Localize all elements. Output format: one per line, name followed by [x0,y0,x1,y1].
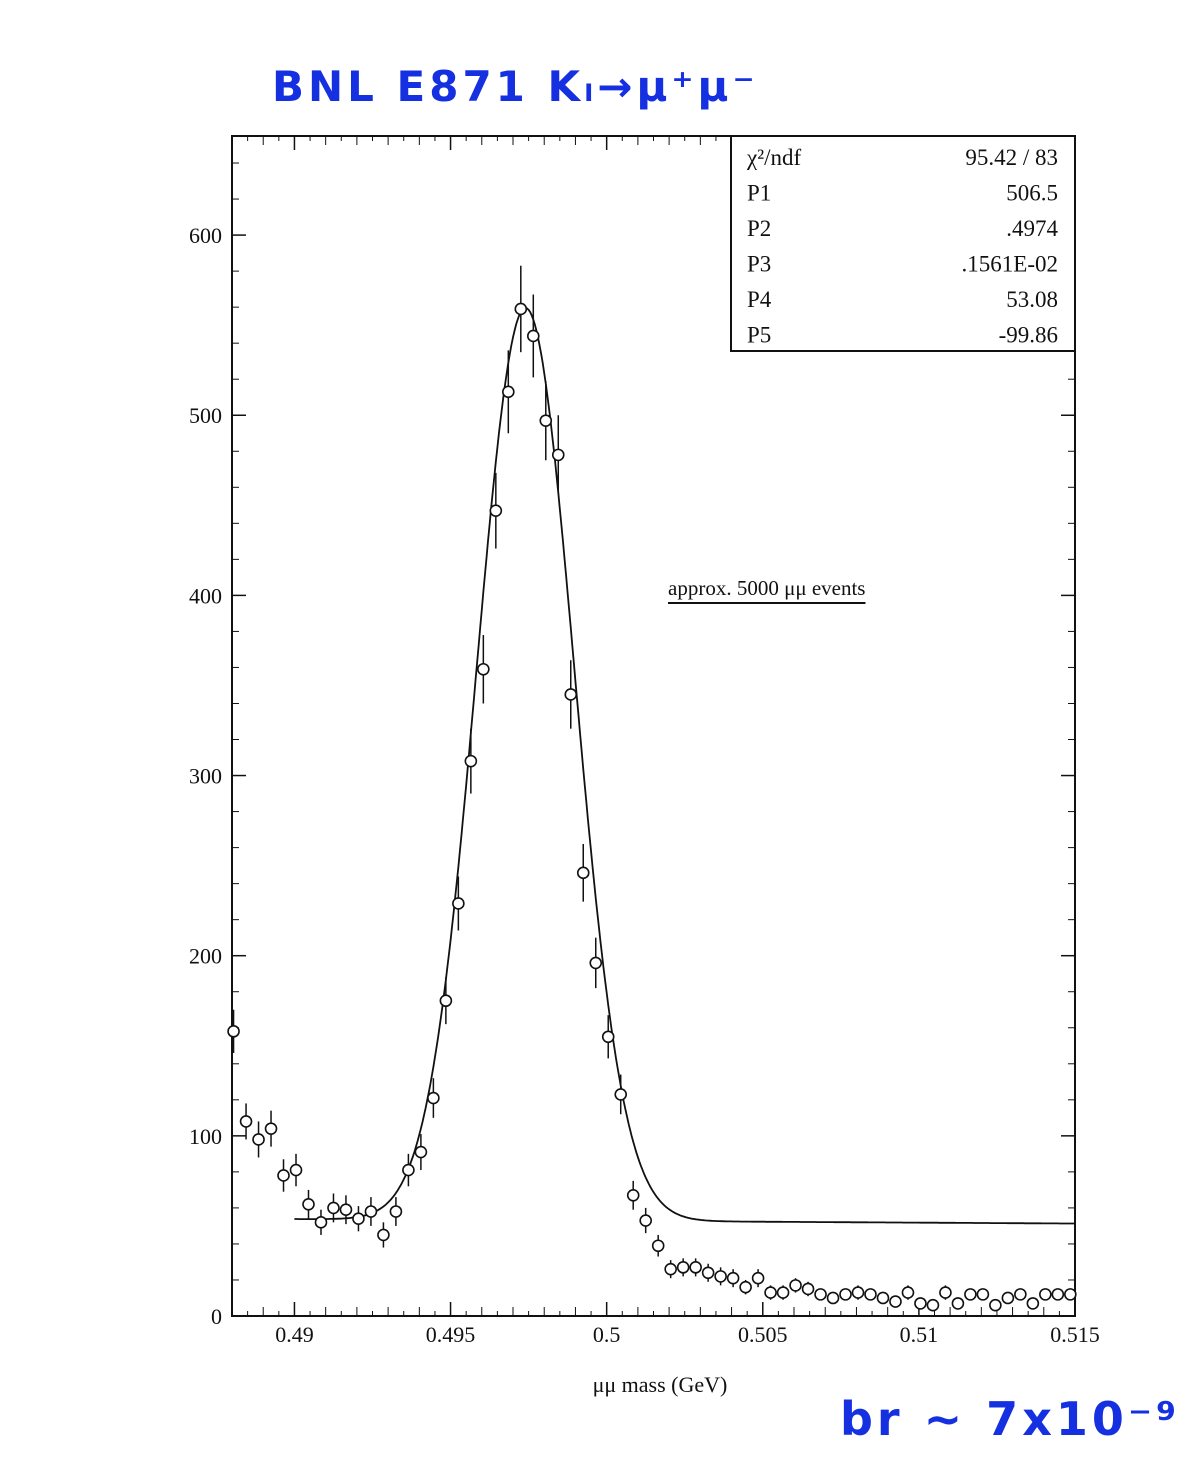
data-marker [528,330,539,341]
data-point [815,1289,826,1300]
data-marker [977,1289,988,1300]
data-marker [390,1206,401,1217]
data-marker [715,1271,726,1282]
data-marker [1052,1289,1063,1300]
data-point [353,1206,364,1231]
stats-label: P2 [747,216,772,241]
data-marker [428,1093,439,1104]
data-point [278,1159,289,1191]
data-marker [503,386,514,397]
data-marker [915,1298,926,1309]
data-marker [665,1264,676,1275]
data-point [528,295,539,378]
data-point [553,415,564,494]
data-marker [902,1287,913,1298]
data-marker [815,1289,826,1300]
data-point [303,1190,314,1219]
data-point [865,1289,876,1300]
data-marker [865,1289,876,1300]
data-point [1002,1292,1013,1303]
data-point [940,1285,951,1299]
data-point [877,1292,888,1303]
data-marker [328,1202,339,1213]
data-marker [378,1229,389,1240]
data-point [703,1264,714,1282]
stats-value: -99.86 [998,322,1058,348]
data-marker [465,756,476,767]
stats-label: P4 [747,287,772,312]
data-marker [415,1147,426,1158]
axis-tick-labels [189,223,1100,1347]
data-point [965,1289,976,1300]
x-tick-label: 0.5 [592,1322,621,1347]
data-marker [678,1262,689,1273]
data-point [990,1300,1001,1311]
stats-label: P3 [747,251,772,277]
handwritten-title: BNL E871 Kₗ→μ⁺μ⁻ [272,62,759,111]
data-point [740,1280,751,1294]
data-marker [877,1292,888,1303]
data-point [803,1282,814,1296]
data-point [840,1289,851,1300]
data-marker [365,1206,376,1217]
data-point [977,1289,988,1300]
data-point [578,844,589,902]
data-point [515,266,526,352]
data-point [440,977,451,1024]
data-point [753,1269,764,1287]
data-marker [353,1213,364,1224]
data-marker [628,1190,639,1201]
x-tick-label: 0.49 [275,1322,314,1347]
y-tick-label: 200 [189,943,222,969]
data-marker [703,1267,714,1278]
data-point [853,1285,864,1299]
stats-box [731,136,1075,351]
data-marker [728,1273,739,1284]
x-axis-title: μμ mass (GeV) [592,1372,728,1397]
data-point [1040,1289,1051,1300]
data-marker [603,1031,614,1042]
data-marker [565,689,576,700]
data-point [490,473,501,549]
data-point [378,1222,389,1247]
data-point [902,1285,913,1299]
data-marker [778,1287,789,1298]
data-point [1015,1289,1026,1300]
data-marker [790,1280,801,1291]
x-tick-label: 0.515 [1050,1322,1100,1347]
data-point [765,1285,776,1299]
annotation-text: approx. 5000 μμ events [668,576,866,600]
data-point [291,1154,302,1186]
stats-value: 95.42 / 83 [965,145,1058,170]
data-point [266,1111,277,1147]
data-point [590,938,601,988]
stats-value: 506.5 [1006,180,1058,206]
y-tick-label: 300 [189,763,222,789]
data-marker [853,1287,864,1298]
data-marker [303,1199,314,1210]
data-marker [440,995,451,1006]
data-marker [578,867,589,878]
data-point [415,1134,426,1170]
data-point [340,1195,351,1224]
data-point [728,1269,739,1287]
data-point [241,1103,252,1139]
data-marker [640,1215,651,1226]
data-point [927,1300,938,1311]
data-marker [253,1134,264,1145]
data-marker [403,1165,414,1176]
data-point [678,1258,689,1276]
data-marker [490,505,501,516]
data-marker [1015,1289,1026,1300]
data-point [640,1208,651,1233]
x-tick-label: 0.505 [738,1322,788,1347]
data-point [503,350,514,433]
data-marker [890,1296,901,1307]
data-point [890,1296,901,1307]
data-marker [990,1300,1001,1311]
data-marker [927,1300,938,1311]
x-tick-label: 0.495 [425,1322,476,1347]
data-marker [828,1292,839,1303]
data-marker [266,1123,277,1134]
stats-value: 53.08 [1006,287,1058,312]
y-tick-label: 500 [189,403,222,429]
data-marker [590,957,601,968]
data-marker [515,303,526,314]
data-marker [540,415,551,426]
data-point [828,1292,839,1303]
data-marker [241,1116,252,1127]
data-marker [690,1262,701,1273]
data-marker [1065,1289,1076,1300]
data-point [453,876,464,930]
data-point [1027,1298,1038,1309]
data-point [390,1197,401,1226]
data-marker [228,1026,239,1037]
data-marker [278,1170,289,1181]
data-point [228,1010,239,1053]
data-marker [340,1204,351,1215]
y-tick-label: 0 [211,1304,222,1329]
data-marker [740,1282,751,1293]
data-point [315,1210,326,1235]
data-point [603,1015,614,1058]
x-tick-label: 0.51 [899,1322,939,1347]
y-tick-label: 400 [189,583,222,609]
data-marker [1002,1292,1013,1303]
stats-label: P5 [747,322,772,348]
y-tick-label: 600 [189,223,222,249]
data-marker [1040,1289,1051,1300]
fit-curve [294,308,1075,1224]
data-point [690,1258,701,1276]
data-point [790,1278,801,1292]
data-marker [653,1240,664,1251]
stats-label: χ²/ndf [747,145,802,170]
data-point [952,1298,963,1309]
data-point [628,1181,639,1210]
data-marker [940,1287,951,1298]
data-marker [291,1165,302,1176]
data-marker [952,1298,963,1309]
data-point [915,1298,926,1309]
stats-value: .4974 [1006,216,1058,241]
data-marker [615,1089,626,1100]
data-point [653,1235,664,1257]
data-marker [553,449,564,460]
data-point [1052,1289,1063,1300]
data-point [665,1260,676,1278]
stats-label: P1 [747,180,772,206]
data-point [540,381,551,460]
data-marker [315,1217,326,1228]
data-point [715,1267,726,1285]
data-point [1065,1289,1076,1300]
handwritten-branching-ratio: br ~ 7x10⁻⁹ [840,1392,1181,1446]
data-marker [840,1289,851,1300]
stats-value: .1561E-02 [961,251,1058,277]
data-marker [965,1289,976,1300]
data-marker [765,1287,776,1298]
y-tick-label: 100 [189,1123,222,1149]
data-point [365,1197,376,1226]
data-marker [478,664,489,675]
annotation [668,576,865,603]
data-marker [453,898,464,909]
data-marker [803,1283,814,1294]
data-point [253,1121,264,1157]
data-marker [753,1273,764,1284]
data-marker [1027,1298,1038,1309]
data-point [778,1285,789,1299]
data-points [228,266,1076,1311]
